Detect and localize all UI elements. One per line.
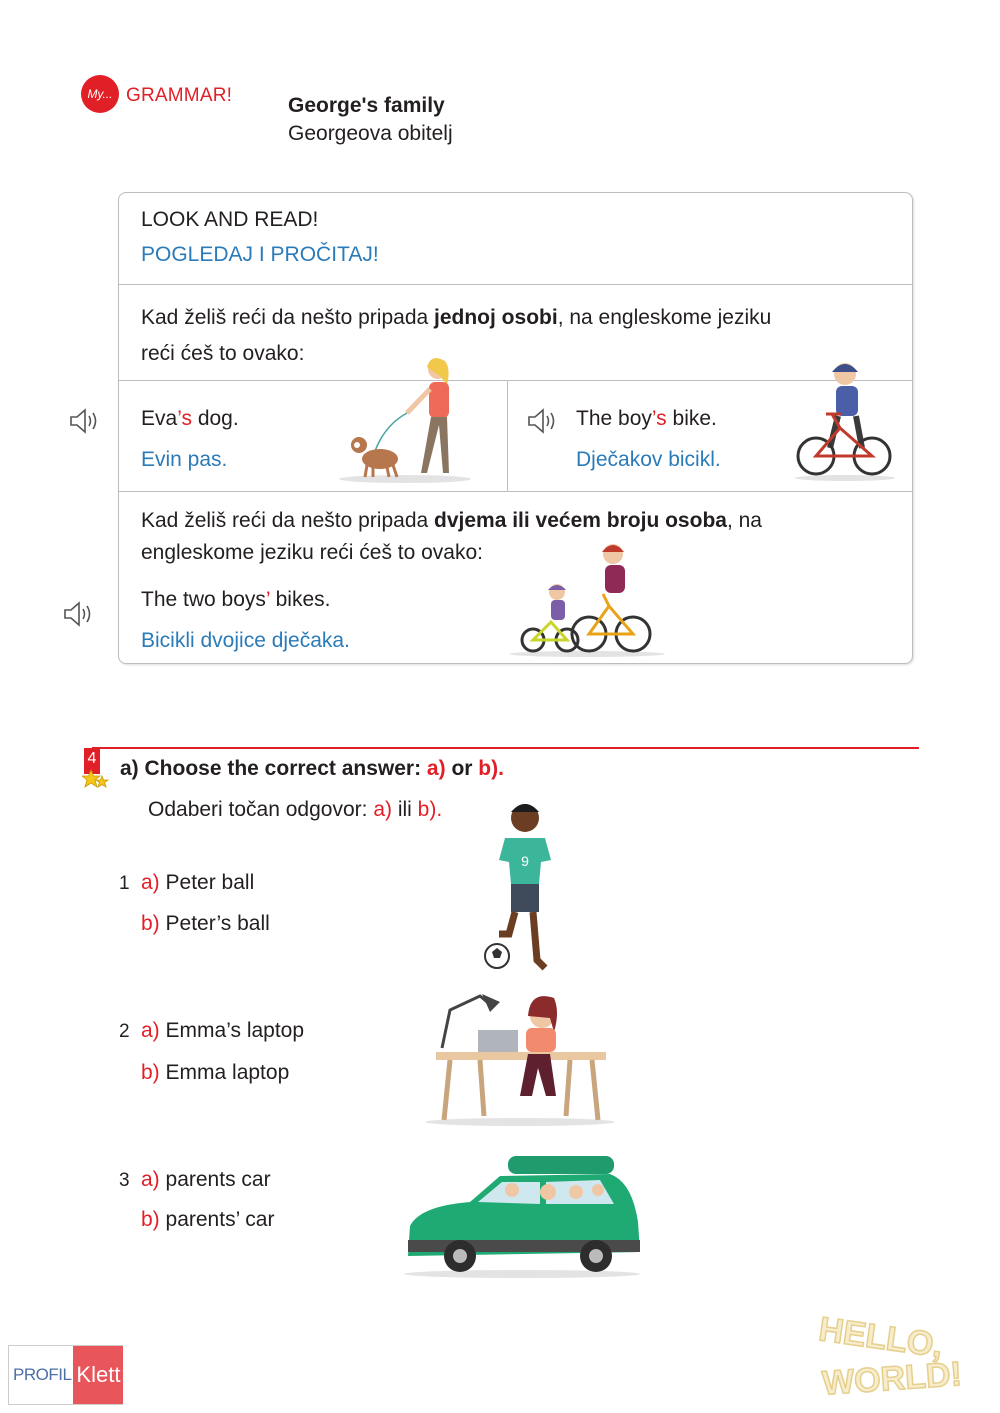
speaker-icon[interactable] (62, 600, 96, 633)
woman-walking-dog-illustration (335, 355, 475, 485)
rule-emphasis: dvjema ili većem broju osoba (434, 509, 727, 532)
star-icon (82, 768, 110, 790)
option-text: Peter’s ball (159, 912, 270, 935)
divider (119, 491, 913, 492)
page-title: George's family (288, 94, 445, 117)
rule-emphasis: jednoj osobi (434, 306, 558, 329)
example-text: bike. (666, 407, 717, 430)
example-text: dog. (191, 407, 239, 430)
option-label: a) (141, 1168, 160, 1191)
question-number: 1 (119, 873, 130, 894)
speaker-icon[interactable] (68, 407, 102, 440)
example-boy-bike (576, 407, 717, 431)
grammar-label: GRAMMAR! (126, 85, 233, 106)
option-text: Peter ball (159, 871, 255, 894)
question-number: 2 (119, 1021, 130, 1042)
example-text: bikes. (269, 588, 331, 611)
heading-text: a) Choose the correct answer: (120, 757, 427, 780)
family-car-illustration (400, 1152, 645, 1280)
possessive-mark: ’s (651, 407, 667, 430)
option-b-mark: b). (478, 757, 504, 780)
speaker-icon[interactable] (526, 407, 560, 440)
question-1-option-a[interactable] (141, 871, 254, 895)
divider (119, 284, 913, 285)
instruction-text: Odaberi točan odgovor: (148, 798, 374, 821)
publisher-name-right: Klett (73, 1346, 123, 1404)
box-heading-en: LOOK AND READ! (141, 208, 319, 231)
heading-text: or (445, 757, 479, 780)
option-text: Emma laptop (159, 1061, 290, 1084)
option-label: b) (141, 1208, 160, 1231)
woman-with-laptop-illustration (420, 988, 620, 1128)
example-boys-bikes (141, 588, 331, 612)
box-heading-hr: POGLEDAJ I PROČITAJ! (141, 243, 379, 266)
exercise-number: 4 (84, 748, 100, 774)
example-boys-bikes-translation: Bicikli dvojice dječaka. (141, 629, 350, 652)
question-3-option-b[interactable] (141, 1208, 274, 1232)
question-number: 3 (119, 1170, 130, 1191)
example-eva-dog-translation: Evin pas. (141, 448, 228, 471)
option-a-mark: a) (426, 757, 446, 780)
option-text: parents’ car (159, 1208, 275, 1231)
svg-text:WORLD!: WORLD! (820, 1355, 963, 1398)
option-text: Emma’s laptop (159, 1019, 305, 1042)
exercise-divider (92, 747, 919, 749)
boy-with-ball-illustration (475, 800, 575, 975)
page-subtitle: Georgeova obitelj (288, 122, 453, 145)
example-boy-bike-translation: Dječakov bicikl. (576, 448, 721, 471)
option-label: b) (141, 912, 160, 935)
question-2-option-a[interactable] (141, 1019, 304, 1043)
option-label: a) (141, 871, 160, 894)
example-text: Eva (141, 407, 178, 430)
example-eva-dog (141, 407, 239, 431)
svg-text:HELLO,: HELLO, (816, 1312, 946, 1366)
publisher-logo (8, 1345, 123, 1405)
boy-on-bike-illustration (790, 358, 900, 483)
example-text: The boy (576, 407, 652, 430)
my-logo-badge: My... (81, 75, 119, 113)
exercise-instruction (148, 798, 442, 822)
option-text: parents car (159, 1168, 271, 1191)
exercise-heading (120, 757, 504, 781)
single-owner-rule (141, 306, 771, 330)
question-3-option-a[interactable] (141, 1168, 271, 1192)
instruction-text: ili (392, 798, 418, 821)
possessive-mark: ’ (265, 588, 270, 611)
divider (507, 380, 508, 491)
publisher-name-left: PROFIL (13, 1365, 72, 1384)
plural-owner-rule-line2: engleskome jeziku reći ćeš to ovako: (141, 541, 483, 564)
option-label: a) (141, 1019, 160, 1042)
single-owner-rule-line2: reći ćeš to ovako: (141, 342, 305, 365)
question-2-option-b[interactable] (141, 1061, 289, 1085)
possessive-mark: ’s (177, 407, 192, 430)
rule-text: , na engleskome jeziku (557, 306, 772, 329)
example-text: The two boys (141, 588, 266, 611)
rule-text: Kad želiš reći da nešto pripada (141, 509, 435, 532)
question-1-option-b[interactable] (141, 912, 270, 936)
option-label: b) (141, 1061, 160, 1084)
rule-text: , na (726, 509, 762, 532)
option-b-mark: b). (417, 798, 443, 821)
two-boys-bikes-illustration (505, 540, 670, 660)
series-logo (810, 1312, 980, 1398)
rule-text: Kad želiš reći da nešto pripada (141, 306, 435, 329)
svg-text:9: 9 (521, 853, 529, 869)
option-a-mark: a) (373, 798, 392, 821)
plural-owner-rule (141, 509, 762, 533)
